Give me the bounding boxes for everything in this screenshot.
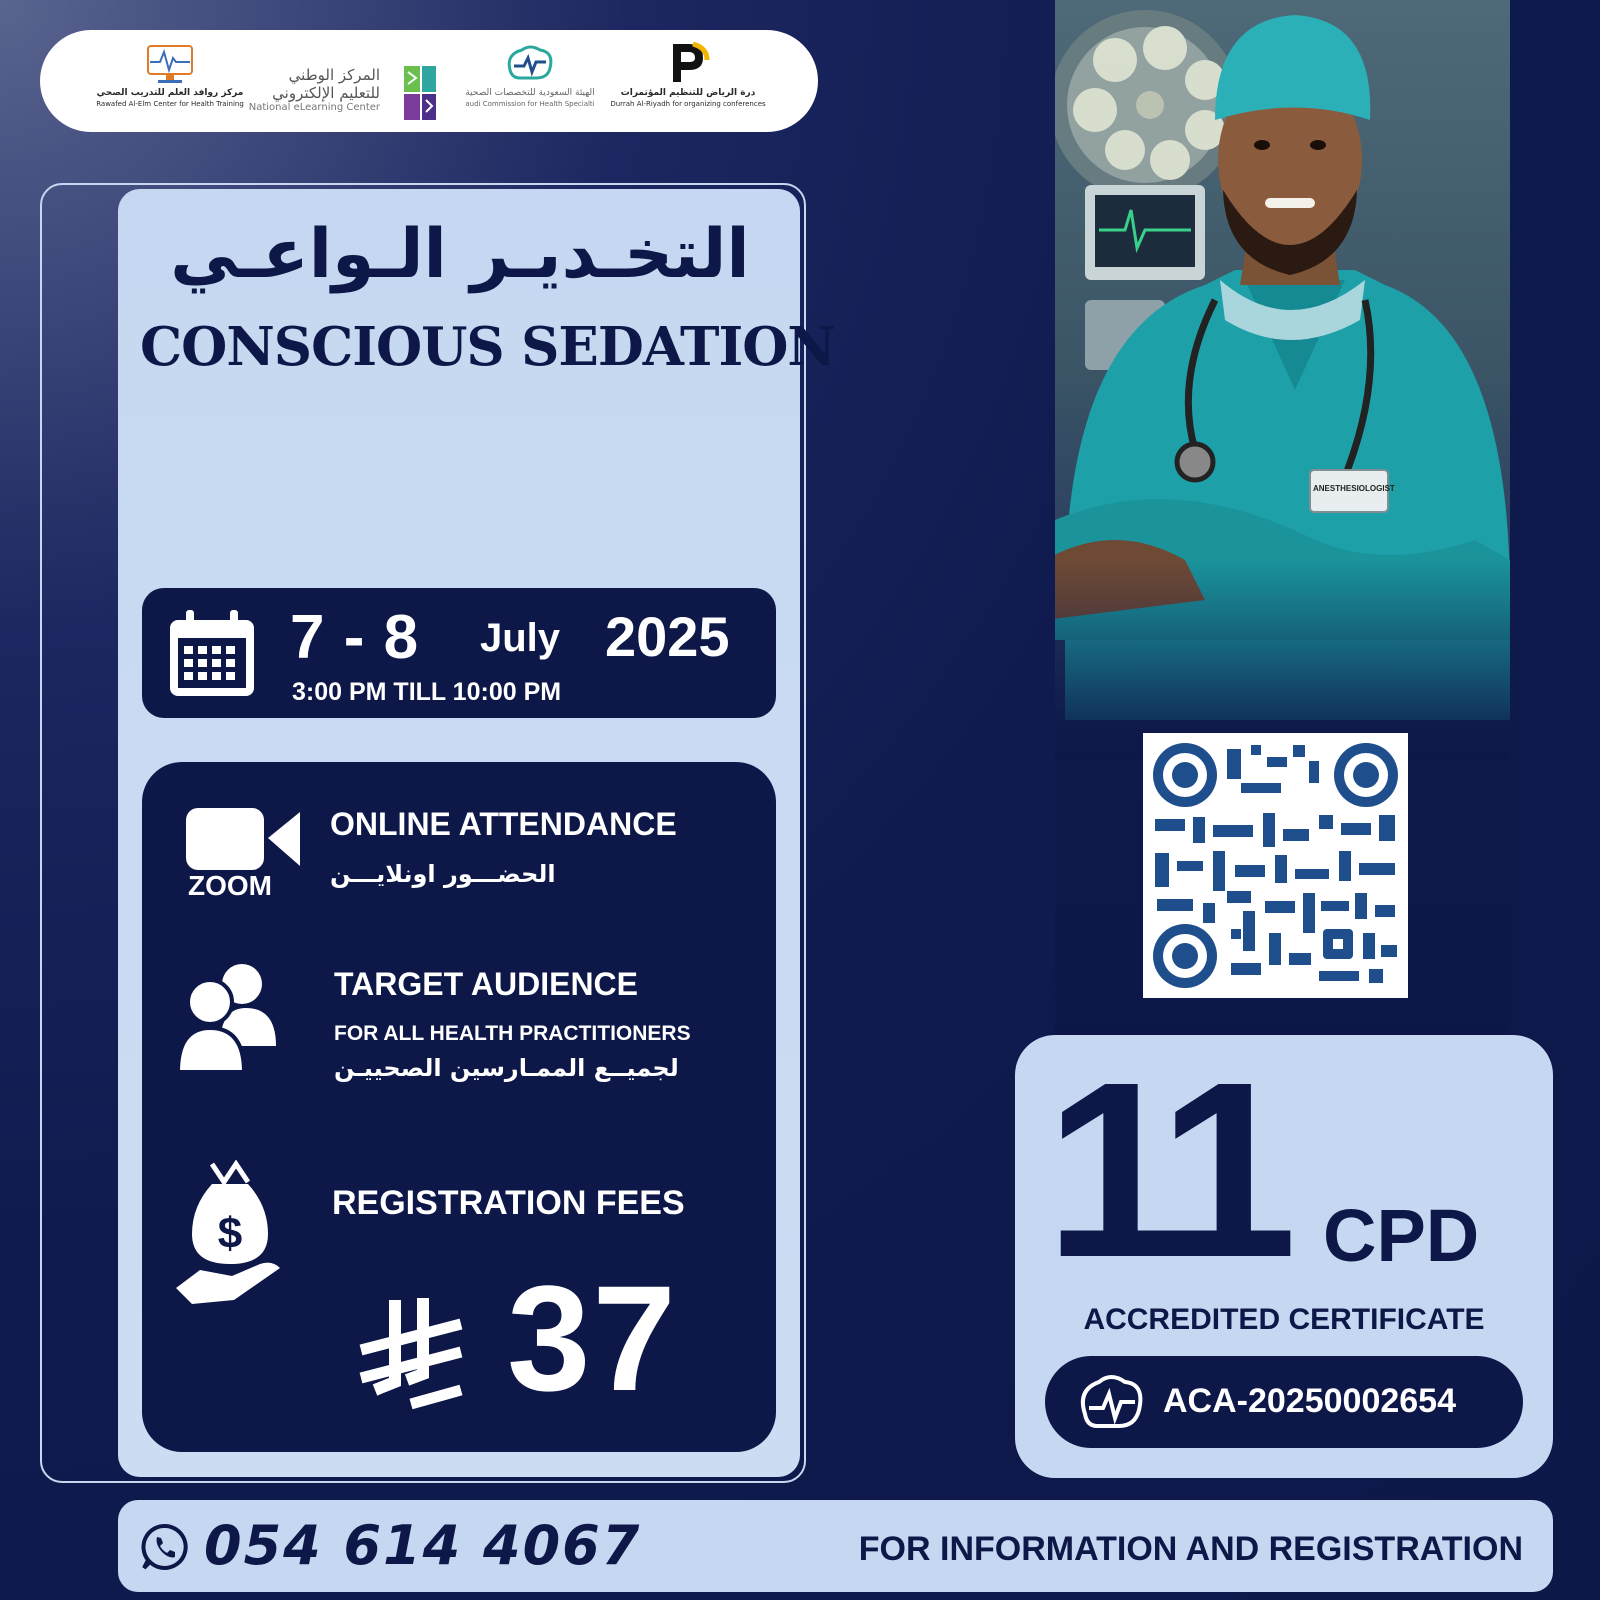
footer-info-label: FOR INFORMATION AND REGISTRATION: [858, 1530, 1523, 1568]
rawafed-logo: [80, 40, 260, 124]
whatsapp-icon[interactable]: [140, 1522, 190, 1572]
info-box: [142, 762, 776, 1452]
rawafed-name-en: Rawafed Al-Elm Center for Health Training: [96, 100, 244, 108]
nelc-name-ar-2: للتعليم الإلكتروني: [272, 84, 380, 102]
durrah-name-ar: درة الرياض للتنظيم المؤتمرات: [620, 88, 756, 98]
audience-heading: TARGET AUDIENCE: [334, 966, 638, 1002]
date-box: [142, 588, 776, 718]
audience-sub: FOR ALL HEALTH PRACTITIONERS: [334, 1022, 691, 1045]
svg-text:$: $: [217, 1209, 243, 1258]
attendance-arabic: الحضـــور اونلايـــن: [330, 860, 556, 888]
zoom-label: ZOOM: [188, 870, 272, 901]
cpd-hours: 11: [1045, 1030, 1286, 1309]
name-badge-text: ANESTHESIOLOGIST: [1313, 484, 1395, 493]
cpd-label: CPD: [1323, 1194, 1480, 1277]
date-year: 2025: [605, 605, 730, 668]
registration-qr-code[interactable]: [1143, 733, 1408, 998]
fee-value: 37: [507, 1254, 678, 1422]
users-group-icon: [176, 962, 280, 1074]
cpd-box: [1015, 1030, 1553, 1478]
phone-number[interactable]: 054 614 4067: [204, 1514, 642, 1577]
audience-arabic: لجميــع الممـارسين الصحييـن: [334, 1054, 679, 1082]
nelc-logo: [240, 40, 440, 124]
durrah-logo: [598, 40, 778, 124]
accredited-certificate-label: ACCREDITED CERTIFICATE: [1083, 1303, 1485, 1336]
rawafed-name-ar: مركز روافد العلم للتدريب الصحي: [96, 88, 244, 98]
scfhs-logo: [440, 40, 620, 124]
date-days: 7 - 8: [290, 603, 420, 672]
partner-logos-bar: [40, 30, 818, 132]
nelc-emblem-icon: [400, 62, 440, 124]
nelc-name-en: National eLearning Center: [248, 102, 380, 113]
money-bag-hand-icon: [172, 1160, 284, 1310]
accreditation-number: ACA-20250002654: [1163, 1382, 1456, 1420]
nelc-name-ar-1: المركز الوطني: [288, 66, 380, 84]
scfhs-name-en: audi Commission for Health Specialti: [465, 100, 595, 108]
scfhs-emblem-icon: [500, 40, 560, 86]
attendance-heading: ONLINE ATTENDANCE: [330, 806, 677, 842]
saudi-riyal-icon: [357, 1294, 467, 1414]
durrah-name-en: Durrah Al-Riyadh for organizing conferences: [610, 100, 766, 108]
footer-bar: [118, 1500, 1553, 1592]
calendar-icon: [166, 608, 258, 700]
date-time: 3:00 PM TILL 10:00 PM: [292, 678, 562, 706]
video-camera-icon: [184, 804, 302, 874]
monitor-pulse-icon: [138, 40, 202, 86]
durrah-emblem-icon: [663, 40, 713, 86]
date-month: July: [480, 616, 561, 660]
accreditation-pill: [1045, 1356, 1523, 1448]
course-title-en: CONSCIOUS SEDATION: [140, 316, 835, 378]
scfhs-accreditation-icon: [1071, 1368, 1151, 1438]
qr-code-icon: [1143, 733, 1408, 998]
course-title-ar: التخـديـر الـواعـي: [170, 215, 750, 294]
fees-heading: REGISTRATION FEES: [332, 1184, 685, 1222]
scfhs-name-ar: الهيئة السعودية للتخصصات الصحية: [465, 88, 595, 98]
